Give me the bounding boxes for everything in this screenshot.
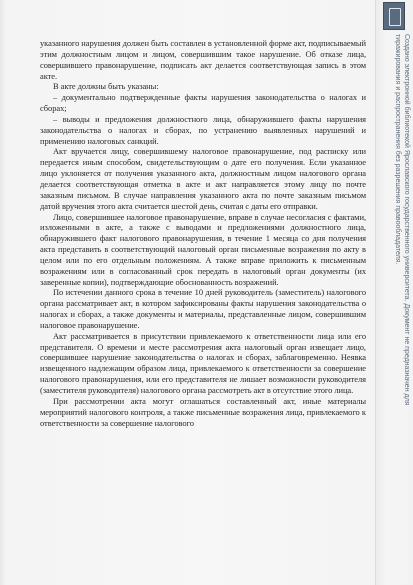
margin-strip xyxy=(375,0,413,585)
paragraph-9: При рассмотрении акта могут оглашаться составленный акт, иные материалы мероприятий налогового контроля, а также письменные возражения лица, привлекаемого к ответственности за совершение налогового xyxy=(40,395,366,428)
paragraph-4: – выводы и предложения должностного лица, обнаружившего факты нарушения законодательства о налогах и сборах, по устранению выявленных нарушений и применению налоговых санкций. xyxy=(40,113,366,146)
paragraph-8: Акт рассматривается в присутствии привлекаемого к ответственности лица или его представителя. О времени и месте рассмотрения акта налоговый орган извещает лицо, совершившее нарушение законодательства о налогах и сборах, заблаговременно. Неявка извещенного надлежащим образом лица, привлекаемого к ответственности за совершение налогового правонарушения, или его представителя не лишает возможности руководителя (заместителя руководителя) налогового органа рассмотреть акт в отсутствие этого лица. xyxy=(40,330,366,395)
document-page xyxy=(40,38,366,558)
paragraph-1: указанного нарушения должен быть составлен в установленной форме акт, подписываемый этим должностным лицом и лицом, совершившим такое нарушение. Об отказе лица, совершившего правонарушение, подписать акт делается соответствующая запись в этом акте. xyxy=(40,38,366,81)
paragraph-2: В акте должны быть указаны: xyxy=(53,81,159,92)
paragraph-6: Лицо, совершившее налоговое правонарушение, вправе в случае несогласия с фактами, изложенными в акте, а также с выводами и предложениями должностного лица, обнаружившего факт налогового правонарушения, в течение 1 месяца со дня получения акта представить в соответствующий налоговый орган письменные возражения по акту в целом или по его отдельным положениям. А также вправе приложить к письменным возражениям или в согласованный срок передать в налоговый орган документы (их заверенные копии), подтверждающие обоснованность возражений. xyxy=(40,211,366,287)
paragraph-3: – документально подтвержденные факты нарушения законодательства о налогах и сборах; xyxy=(40,92,366,114)
margin-note: Создано электронной библиотекой Ярославского государственного университета. Документ не предназначен для тиражирования и распространения без разрешения правообладателя. xyxy=(394,34,410,406)
library-logo-icon xyxy=(383,2,405,30)
paragraph-7: По истечении данного срока в течение 10 дней руководитель (заместитель) налогового органа рассматривает акт, в котором зафиксированы факты нарушения законодательства о налогах и сборах, а также документы и материалы, представленные лицом, совершившим налоговое правонарушение. xyxy=(40,287,366,330)
paragraph-5: Акт вручается лицу, совершившему налоговое правонарушение, под расписку или передается иным способом, свидетельствующим о дате его получения. Если указанное лицо уклоняется от получения указанного акта, должностным лицом налогового органа делается соответствующая отметка в акте и акт направляется этому лицу по почте заказным письмом. В случае направления указанного акта по почте заказным письмом датой вручения этого акта считается шестой день, считая с даты его отправки. xyxy=(40,146,366,211)
